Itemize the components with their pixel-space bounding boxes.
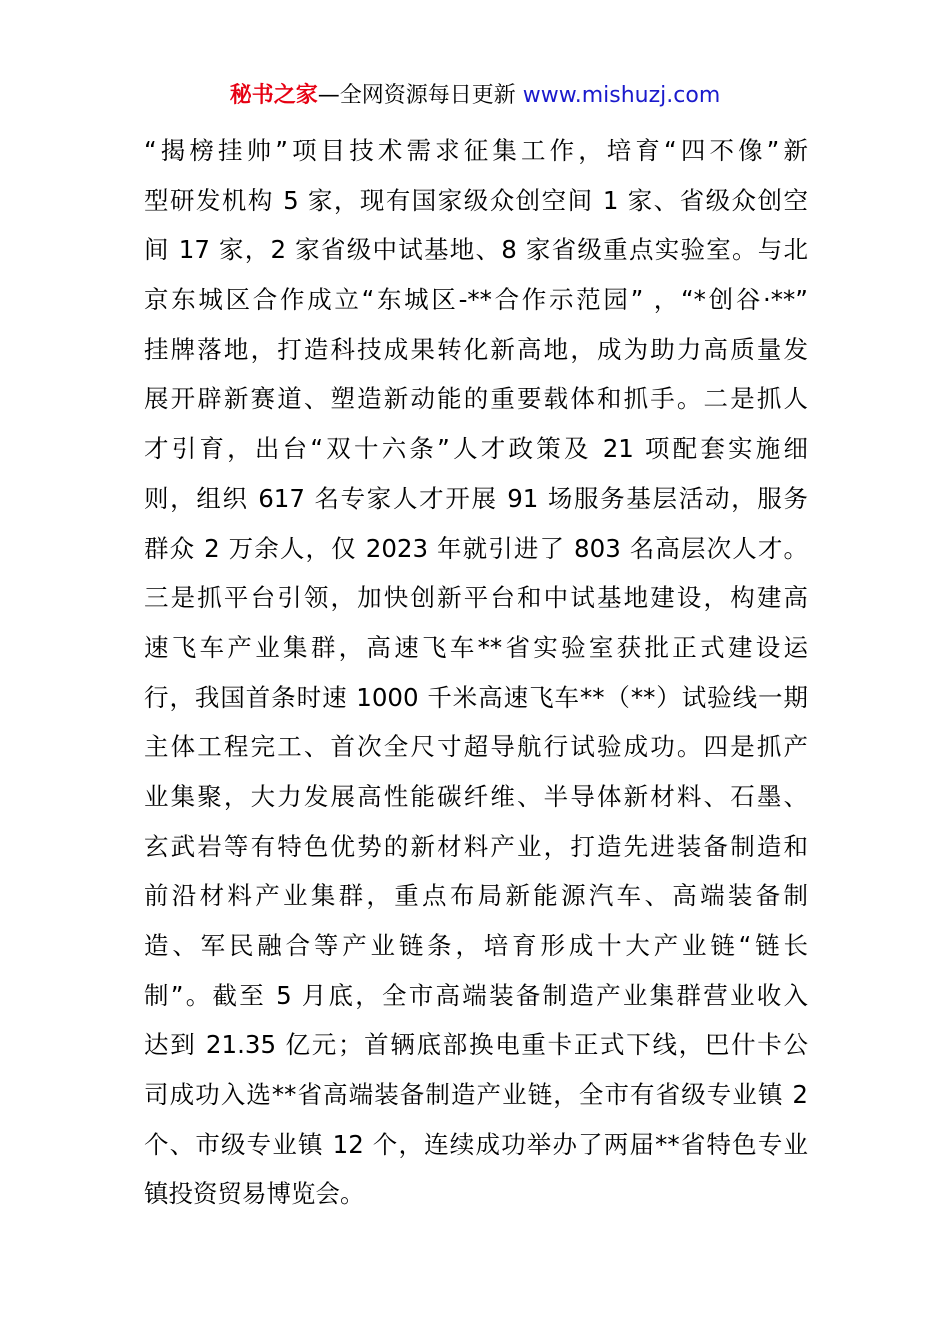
paragraph-line: 主体工程完工、首次全尺寸超导航行试验成功。四是抓产 — [144, 732, 808, 762]
paragraph-line: 玄武岩等有特色优势的新材料产业，打造先进装备制造和 — [144, 831, 808, 861]
paragraph-line: 京东城区合作成立“东城区-**合作示范园” ，“*创谷·**” — [144, 285, 808, 315]
paragraph-line: 镇投资贸易博览会。 — [144, 1179, 365, 1209]
site-url-link[interactable]: www.mishuzj.com — [522, 83, 721, 108]
paragraph-line: “揭榜挂帅”项目技术需求征集工作，培育“四不像”新 — [144, 136, 808, 165]
paragraph-line: 前沿材料产业集群，重点布局新能源汽车、高端装备制 — [144, 881, 808, 911]
body-paragraph — [144, 126, 808, 1219]
paragraph-line: 展开辟新赛道、塑造新动能的重要载体和抓手。二是抓人 — [144, 384, 808, 414]
paragraph-line: 造、军民融合等产业链条，培育形成十大产业链“链长 — [144, 931, 808, 960]
paragraph-line: 行，我国首条时速 1000 千米高速飞车**（**）试验线一期 — [144, 682, 808, 712]
paragraph-line: 间 17 家，2 家省级中试基地、8 家省级重点实验室。与北 — [144, 235, 808, 265]
paragraph-line: 挂牌落地，打造科技成果转化新高地，成为助力高质量发 — [144, 334, 808, 364]
paragraph-line: 才引育，出台“双十六条”人才政策及 21 项配套实施细 — [144, 434, 808, 464]
paragraph-line: 群众 2 万余人，仅 2023 年就引进了 803 名高层次人才。 — [144, 533, 808, 563]
paragraph-line: 则，组织 617 名专家人才开展 91 场服务基层活动，服务 — [144, 483, 808, 513]
paragraph-line: 三是抓平台引领，加快创新平台和中试基地建设，构建高 — [144, 583, 808, 613]
paragraph-line: 业集聚，大力发展高性能碳纤维、半导体新材料、石墨、 — [144, 781, 808, 811]
header-tagline: —全网资源每日更新 — [317, 83, 516, 108]
paragraph-line: 司成功入选**省高端装备制造产业链，全市有省级专业镇 2 — [144, 1080, 808, 1110]
brand-name: 秘书之家 — [229, 83, 318, 108]
page-header — [0, 80, 950, 112]
paragraph-line: 制”。截至 5 月底，全市高端装备制造产业集群营业收入 — [144, 980, 808, 1010]
paragraph-line: 达到 21.35 亿元；首辆底部换电重卡正式下线，巴什卡公 — [144, 1030, 808, 1060]
paragraph-line: 速飞车产业集群，高速飞车**省实验室获批正式建设运 — [144, 632, 808, 662]
paragraph-line: 型研发机构 5 家，现有国家级众创空间 1 家、省级众创空 — [144, 185, 808, 215]
paragraph-line: 个、市级专业镇 12 个，连续成功举办了两届**省特色专业 — [144, 1129, 808, 1159]
